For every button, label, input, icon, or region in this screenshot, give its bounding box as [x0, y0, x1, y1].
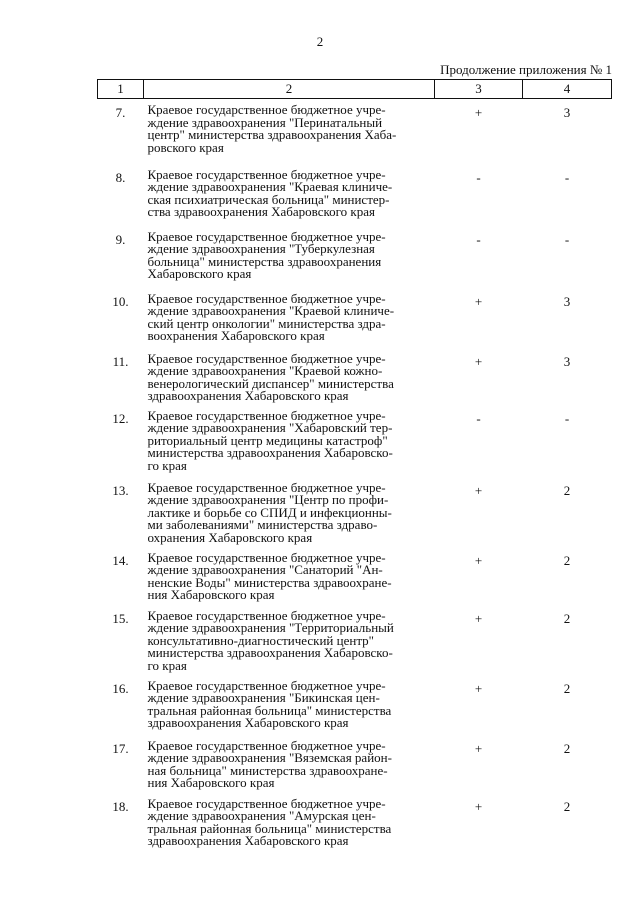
institution-name-line: здравоохранения Хабаровского края: [147, 715, 349, 731]
institution-name-line: Краевое государственное бюджетное учре-: [147, 102, 386, 117]
table-row: [98, 409, 612, 481]
institution-name-line: ми заболеваниями" министерства здраво-: [147, 517, 378, 533]
institution-name: [144, 351, 435, 409]
institution-name-line: министерства здравоохранения Хабаровско-: [147, 445, 393, 461]
institution-name-line: центр" министерства здравоохранения Хаба-: [147, 127, 397, 143]
column-3-mark: -: [476, 169, 481, 185]
row-number: 7.: [115, 105, 126, 120]
institution-name-line: ждение здравоохранения "Краевой кожно-: [147, 363, 383, 379]
institution-name: [144, 739, 435, 797]
column-4-value: -: [564, 231, 570, 247]
column-3-mark: -: [476, 231, 481, 247]
institution-name-line: ждение здравоохранения "Краевая клиниче-: [147, 179, 393, 195]
column-3-mark: +: [474, 680, 483, 696]
column-3-mark: +: [474, 610, 483, 626]
institution-name-line: Краевое государственное бюджетное учре-: [147, 350, 386, 366]
institution-name-line: ровского края: [147, 139, 224, 155]
table-row: [98, 739, 612, 797]
institution-name: [144, 292, 435, 351]
institution-name: [144, 481, 435, 551]
column-4-value: 2: [563, 680, 571, 696]
institution-name: [144, 679, 435, 739]
row-number: 11.: [112, 353, 129, 369]
column-3-mark: +: [474, 293, 483, 309]
institution-name-line: ская психиатрическая больница" министер-: [147, 191, 390, 207]
institution-name-line: ненские Воды" министерства здравоохране-: [147, 574, 392, 590]
institution-name-line: Хабаровского края: [147, 266, 252, 282]
table-row: [98, 609, 612, 679]
institution-name-line: ния Хабаровского края: [147, 587, 275, 603]
column-4-value: 2: [563, 740, 571, 756]
row-number: 16.: [112, 680, 129, 696]
column-3-mark: +: [474, 482, 483, 498]
table-row: [98, 230, 612, 292]
row-number: 18.: [112, 798, 129, 814]
column-3-mark: +: [474, 353, 483, 369]
table-row: [98, 99, 612, 168]
institution-name-line: Краевое государственное бюджетное учре-: [147, 677, 386, 693]
institution-name-line: Краевое государственное бюджетное учре-: [147, 549, 386, 565]
institution-name-line: ский центр онкологии" министерства здра-: [147, 315, 386, 331]
institution-name-line: риториальный центр медицины катастроф": [147, 432, 388, 448]
row-number: 14.: [112, 552, 129, 568]
column-3-mark: -: [476, 410, 481, 426]
institution-name-line: го края: [147, 657, 187, 673]
institution-name-line: ждение здравоохранения "Санаторий "Ан-: [147, 562, 383, 578]
institution-name-line: ждение здравоохранения "Амурская цен-: [147, 808, 376, 824]
institution-name: [144, 609, 435, 679]
table-row: [98, 351, 612, 409]
table-row: [98, 481, 612, 551]
column-4-value: 2: [563, 798, 571, 814]
column-3-mark: +: [474, 552, 483, 568]
institution-name-line: го края: [147, 457, 187, 473]
institution-name-line: Краевое государственное бюджетное учре-: [147, 290, 386, 306]
row-number: 9.: [115, 231, 126, 247]
row-number: 8.: [115, 169, 126, 185]
institution-name: [144, 797, 435, 855]
institution-name-line: ния Хабаровского края: [147, 775, 275, 791]
column-4-value: -: [564, 169, 570, 185]
table-row: [98, 168, 612, 230]
institution-name-line: Краевое государственное бюджетное учре-: [147, 407, 386, 423]
row-number: 12.: [112, 410, 129, 426]
institution-name: [144, 99, 435, 168]
appendix-continuation-note: Продолжение приложения № 1: [440, 62, 612, 77]
column-4-value: 2: [563, 552, 571, 568]
institution-name-line: ждение здравоохранения "Территориальный: [147, 620, 394, 636]
institution-name-line: больница" министерства здравоохранения: [147, 253, 382, 269]
institution-name-line: ждение здравоохранения "Перинатальный: [147, 114, 383, 130]
table-header: [98, 80, 612, 99]
institution-name-line: Краевое государственное бюджетное учре-: [147, 737, 386, 753]
institution-name-line: Краевое государственное бюджетное учре-: [147, 166, 386, 182]
institution-name-line: здравоохранения Хабаровского края: [147, 833, 349, 849]
institution-name-line: ждение здравоохранения "Бикинская цен-: [147, 690, 380, 706]
column-number-row: [98, 80, 612, 99]
institution-name-line: ждение здравоохранения "Хабаровский тер-: [147, 420, 393, 436]
institution-name-line: тральная районная больница" министерства: [147, 702, 392, 718]
column-header-2: 2: [144, 80, 435, 99]
institution-name-line: ждение здравоохранения "Туберкулезная: [147, 241, 375, 257]
institution-name-line: венерологический диспансер" министерства: [147, 375, 394, 391]
institution-name-line: лактике и борьбе со СПИД и инфекционны-: [147, 504, 392, 520]
institution-name: [144, 409, 435, 481]
table-row: [98, 679, 612, 739]
institution-name-line: Краевое государственное бюджетное учре-: [147, 795, 386, 811]
institution-name-line: ждение здравоохранения "Вяземская район-: [147, 750, 392, 766]
table-row: [98, 797, 612, 855]
column-3-mark: +: [474, 798, 483, 814]
column-4-value: -: [564, 410, 570, 426]
row-number: 10.: [112, 293, 129, 309]
column-4-value: 3: [563, 353, 571, 369]
column-4-value: 3: [563, 293, 571, 309]
institution-name: [144, 230, 435, 292]
institution-name-line: Краевое государственное бюджетное учре-: [147, 607, 386, 623]
institution-name: [144, 168, 435, 230]
row-number: 15.: [112, 610, 129, 626]
institution-name-line: здравоохранения Хабаровского края: [147, 388, 349, 404]
column-4-value: 2: [563, 610, 571, 626]
row-number: 17.: [112, 740, 129, 756]
table-body: [98, 99, 612, 855]
column-3-mark: +: [474, 105, 483, 120]
row-number: 13.: [112, 482, 129, 498]
institution-name-line: ная больница" министерства здравоохране-: [147, 762, 388, 778]
institutions-table: [97, 79, 612, 855]
institution-name-line: охранения Хабаровского края: [147, 529, 313, 545]
column-4-value: 3: [563, 105, 571, 120]
institution-name-line: воохранения Хабаровского края: [147, 328, 325, 344]
column-header-4: 4: [523, 80, 612, 99]
institution-name-line: министерства здравоохранения Хабаровско-: [147, 645, 393, 661]
institution-name: [144, 551, 435, 609]
institution-name-line: ства здравоохранения Хабаровского края: [147, 204, 375, 220]
column-header-1: 1: [98, 80, 144, 99]
column-3-mark: +: [474, 740, 483, 756]
table-row: [98, 292, 612, 351]
institution-name-line: консультативно-диагностический центр": [147, 632, 374, 648]
institution-name-line: Краевое государственное бюджетное учре-: [147, 479, 386, 495]
institution-name-line: тральная районная больница" министерства: [147, 820, 392, 836]
institution-name-line: Краевое государственное бюджетное учре-: [147, 228, 386, 244]
column-4-value: 2: [563, 482, 571, 498]
page-number: 2: [316, 34, 324, 49]
table-row: [98, 551, 612, 609]
column-header-3: 3: [435, 80, 523, 99]
institution-name-line: ждение здравоохранения "Краевой клиниче-: [147, 303, 395, 319]
institution-name-line: ждение здравоохранения "Центр по профи-: [147, 492, 389, 508]
